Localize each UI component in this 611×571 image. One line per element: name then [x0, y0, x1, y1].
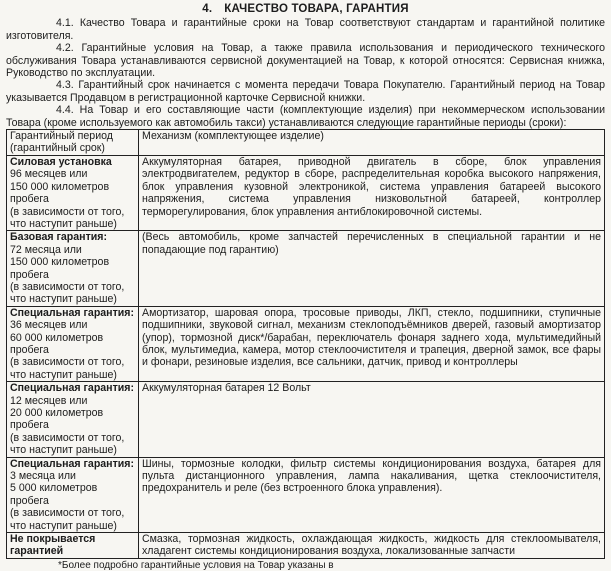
table-header-row: [7, 130, 605, 156]
mechanism-cell: [139, 155, 605, 230]
paragraph-4-1: 4.1. Качество Товара и гарантийные сроки на Товар соответствуют стандартам и гарантийной политике изготовителя.: [6, 17, 605, 42]
period-name: Не покрывается гарантией: [10, 533, 96, 558]
mechanism-cell: [139, 457, 605, 532]
paragraph-4-3: 4.3. Гарантийный срок начинается с момента передачи Товара Покупателю. Гарантийный период на Товар указывается Продавцом в регистрационной карточке Сервисной книжки.: [6, 79, 605, 104]
mechanism-parts: Смазка, тормозная жидкость, охлаждающая жидкость, жидкость для стеклоомывателя, хладагент системы кондиционирования воздуха, локализованные запчасти: [142, 533, 601, 558]
section-title: [6, 3, 605, 15]
mechanism-parts: (Весь автомобиль, кроме запчастей перечисленных в специальной гарантии и не попадающие под гарантию): [142, 231, 601, 256]
table-row: [7, 457, 605, 532]
period-term-line: (в зависимости от того,: [10, 507, 125, 520]
period-term-line: (в зависимости от того,: [10, 356, 125, 369]
warranty-table: [6, 129, 605, 559]
mechanism-parts: Аккумуляторная батарея 12 Вольт: [142, 382, 311, 395]
period-term-line: 5 000 километров пробега: [10, 482, 98, 507]
period-term-line: что наступит раньше): [10, 519, 117, 532]
period-cell: [7, 231, 139, 306]
period-cell: [7, 382, 139, 457]
period-term-line: что наступит раньше): [10, 217, 117, 230]
paragraph-4-2: 4.2. Гарантийные условия на Товар, а также правила использования и периодического технического обслуживания Товара устанавливаются сервисной документацией на Товар, к которой относятся: Сервисная книжка, Руководство по эксплуатации.: [6, 42, 605, 80]
mechanism-parts: Шины, тормозные колодки, фильтр системы кондиционирования воздуха, батарея для пульта дистанционного управления, лампа накаливания, щетка стеклоочистителя, предохранитель и реле (без встроенного блока управления).: [142, 457, 601, 495]
period-term-line: 150 000 километров пробега: [10, 256, 110, 281]
header-mechanism: Механизм (комплектующее изделие): [139, 130, 605, 156]
mechanism-cell: [139, 382, 605, 457]
period-term-line: 3 месяца или: [10, 470, 76, 483]
period-cell: [7, 155, 139, 230]
table-row: [7, 155, 605, 230]
period-term-line: 60 000 километров пробега: [10, 331, 104, 356]
period-term-line: 36 месяцев или: [10, 319, 88, 332]
mechanism-cell: [139, 306, 605, 381]
period-cell: [7, 457, 139, 532]
header-period: Гарантийный период (гарантийный срок): [7, 130, 139, 156]
period-term-line: 20 000 километров пробега: [10, 407, 104, 432]
period-term-line: (в зависимости от того,: [10, 431, 125, 444]
period-term-line: 96 месяцев или: [10, 168, 88, 181]
period-term-line: 12 месяцев или: [10, 394, 88, 407]
mechanism-cell: [139, 533, 605, 559]
period-name: Специальная гарантия:: [10, 382, 134, 395]
mechanism-parts: Амортизатор, шаровая опора, тросовые приводы, ЛКП, стекло, подшипники, ступичные подшипники, звуковой сигнал, механизм стеклоподъёмников дверей, газовый амортизатор (упор), тормозной диск*/барабан, переключатель фонаря заднего хода, мультимедийный блок, мультимедиа, камера, мотор стеклоочистителя и трапеция, дверной замок, все фары и фонари, резиновые изделия, все сальники, датчик, привод и контроллеры: [142, 306, 601, 369]
mechanism-parts: Аккумуляторная батарея, приводной двигатель в сборе, блок управления электродвигателем, редуктор в сборе, распределительная коробка высокого напряжения, блок управления кузовной электроникой, система управления батареей высокого напряжения, система управления низковольтной батареей, контроллер терморегулирования, блок управления антиблокировочной системы.: [142, 155, 601, 218]
period-cell: [7, 306, 139, 381]
period-cell: [7, 533, 139, 559]
period-term-line: что наступит раньше): [10, 444, 117, 457]
period-term-line: что наступит раньше): [10, 368, 117, 381]
paragraph-4-4: 4.4. На Товар и его составляющие части (комплектующие изделия) при некоммерческом использовании Товара (кроме используемого как автомобиль такси) устанавливаются следующие гарантийные периоды (сроки):: [6, 104, 605, 129]
table-row: [7, 306, 605, 381]
section-number: 4.: [202, 3, 213, 15]
table-row: [7, 231, 605, 306]
footnote: *Более подробно гарантийные условия на Товар указаны в: [58, 559, 334, 571]
period-term-line: 72 месяца или: [10, 243, 82, 256]
period-term-line: что наступит раньше): [10, 293, 117, 306]
table-row: [7, 533, 605, 559]
period-name: Базовая гарантия:: [10, 231, 107, 244]
table-row: [7, 382, 605, 457]
period-term-line: (в зависимости от того,: [10, 280, 125, 293]
section-title-text: КАЧЕСТВО ТОВАРА, ГАРАНТИЯ: [224, 3, 409, 15]
mechanism-cell: [139, 231, 605, 306]
period-name: Специальная гарантия:: [10, 457, 134, 470]
period-name: Силовая установка: [10, 155, 112, 168]
period-term-line: (в зависимости от того,: [10, 205, 125, 218]
period-name: Специальная гарантия:: [10, 306, 134, 319]
period-term-line: 150 000 километров пробега: [10, 180, 110, 206]
table-body: [7, 155, 605, 558]
